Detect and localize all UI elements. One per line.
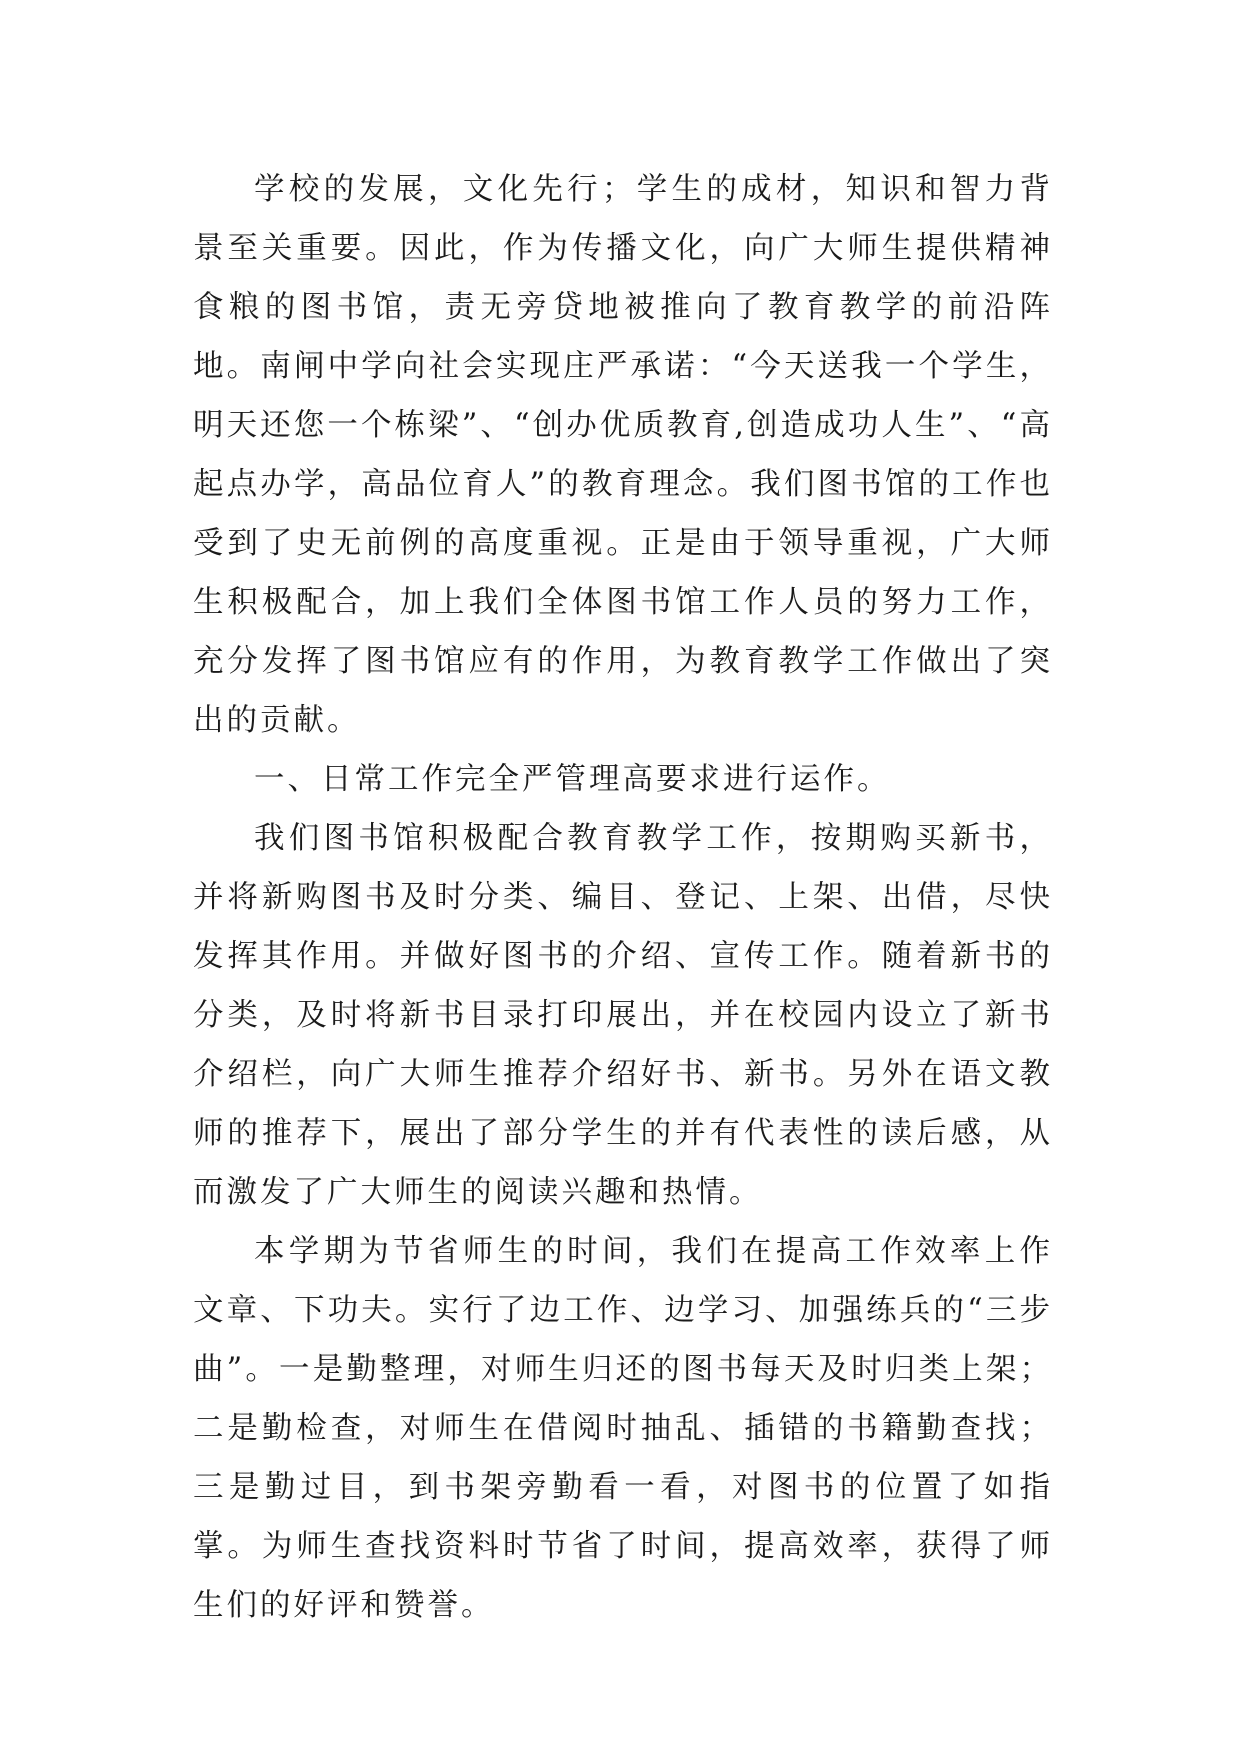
section-heading-daily-work: 一、日常工作完全严管理高要求进行运作。 xyxy=(254,762,891,797)
paragraph-efficiency: 本学期为节省师生的时间，我们在提高工作效率上作文章、下功夫。实行了边工作、边学习、加强练兵的“三步曲”。一是勤整理，对师生归还的图书每天及时归类上架；二是勤检查，对师生在借阅时抽乱、插错的书籍勤查找；三是勤过目，到书架旁勤看一看，对图书的位置了如指掌。为师生查找资料时节省了时间，提高效率，获得了师生们的好评和赞誉。 xyxy=(193,1234,1053,1623)
paragraph-new-books: 我们图书馆积极配合教育教学工作，按期购买新书，并将新购图书及时分类、编目、登记、上架、出借，尽快发挥其作用。并做好图书的介绍、宣传工作。随着新书的分类，及时将新书目录打印展出，并在校园内设立了新书介绍栏，向广大师生推荐介绍好书、新书。另外在语文教师的推荐下，展出了部分学生的并有代表性的读后感，从而激发了广大师生的阅读兴趣和热情。 xyxy=(193,821,1053,1210)
document-page xyxy=(193,160,1053,1635)
paragraph-intro: 学校的发展，文化先行；学生的成材，知识和智力背景至关重要。因此，作为传播文化，向广大师生提供精神食粮的图书馆，责无旁贷地被推向了教育教学的前沿阵地。南闸中学向社会实现庄严承诺：“今天送我一个学生，明天还您一个栋梁”、“创办优质教育,创造成功人生”、“高起点办学，高品位育人”的教育理念。我们图书馆的工作也受到了史无前例的高度重视。正是由于领导重视，广大师生积极配合，加上我们全体图书馆工作人员的努力工作，充分发挥了图书馆应有的作用，为教育教学工作做出了突出的贡献。 xyxy=(193,172,1053,738)
